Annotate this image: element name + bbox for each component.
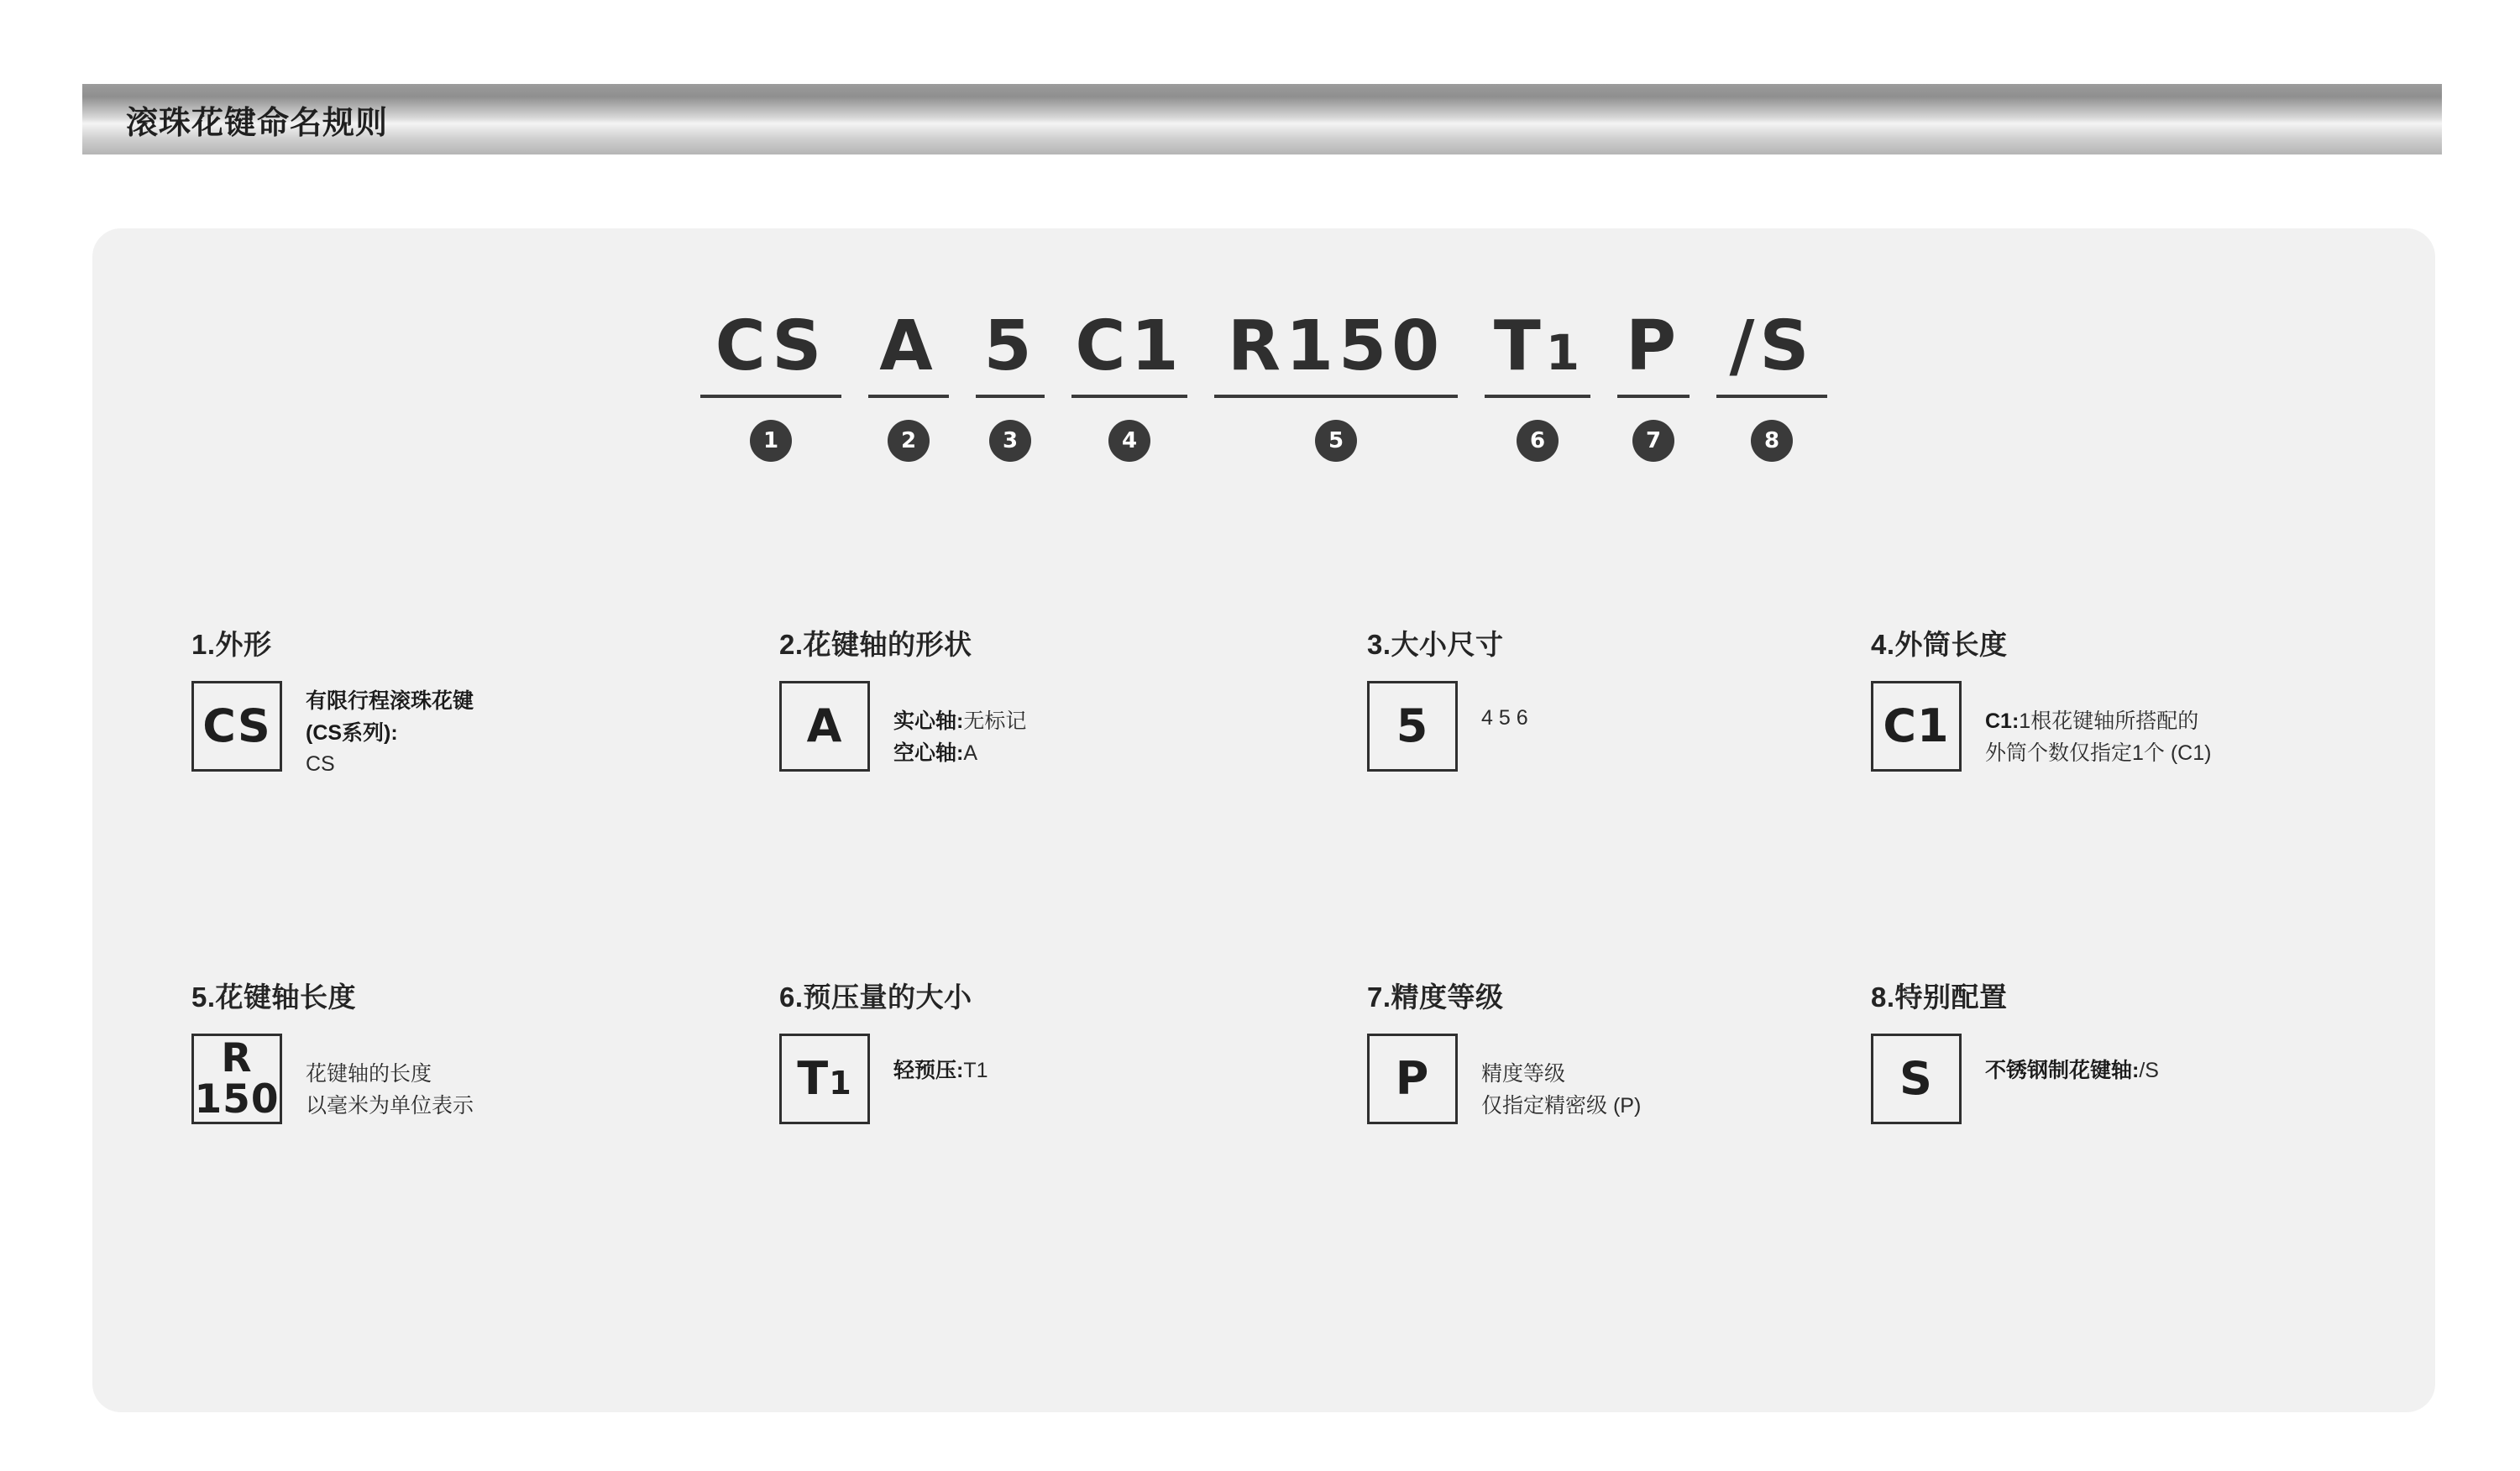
legend-item-4-line-1-rest: 1根花键轴所搭配的 xyxy=(2019,709,2199,733)
legend-item-1-line-2-bold: (CS系列): xyxy=(306,720,398,745)
legend-item-8-body xyxy=(1871,1034,2375,1124)
model-code-row xyxy=(92,306,2435,462)
legend-item-1-line-1 xyxy=(306,686,474,718)
legend-item-5-body xyxy=(191,1034,779,1124)
legend-item-1-line-2 xyxy=(306,718,474,750)
code-segment-4 xyxy=(1071,306,1187,462)
code-segment-3 xyxy=(976,306,1045,462)
legend-item-5-line-2: 以毫米为单位表示 xyxy=(306,1093,474,1118)
code-segment-8-badge: 8 xyxy=(1751,420,1793,462)
legend-item-7-description xyxy=(1481,1034,1641,1122)
legend-item-6-line-1-bold: 轻预压: xyxy=(893,1059,964,1082)
legend-item-7-code-box xyxy=(1367,1034,1458,1124)
code-segment-6-badge: 6 xyxy=(1517,420,1559,462)
legend-item-8-line-1 xyxy=(1985,1055,2159,1087)
legend-item-2-line-1 xyxy=(893,706,1026,738)
code-segment-4-text: C1 xyxy=(1075,306,1184,386)
legend-item-2-heading: 2.花键轴的形状 xyxy=(779,629,972,660)
legend-item-4-code-box xyxy=(1871,681,1962,772)
legend-item-5-line-1: 花键轴的长度 xyxy=(306,1062,432,1086)
legend-item-4-body xyxy=(1871,681,2375,772)
code-segment-3-text: 5 xyxy=(983,306,1037,386)
legend-item-6-code xyxy=(797,1052,852,1105)
legend-item-2 xyxy=(779,623,1367,976)
code-segment-2-underline xyxy=(868,395,949,398)
legend-item-2-code: A xyxy=(806,699,843,752)
legend-item-8-description xyxy=(1985,1034,2159,1087)
legend-item-4-line-1-bold: C1: xyxy=(1985,709,2020,733)
legend-item-1-body xyxy=(191,681,779,781)
legend-item-8-code: S xyxy=(1899,1052,1933,1105)
legend-item-8-line-1-bold: 不锈钢制花键轴: xyxy=(1985,1059,2140,1082)
legend-item-4-line-1 xyxy=(1985,706,2211,738)
legend-item-4-description xyxy=(1985,681,2211,769)
legend-item-3-description xyxy=(1481,681,1528,735)
legend-item-6 xyxy=(779,976,1367,1328)
legend-item-7-body xyxy=(1367,1034,1871,1124)
code-segment-1-underline xyxy=(700,395,841,398)
legend-grid xyxy=(191,623,2375,1328)
legend-item-5-heading: 5.花键轴长度 xyxy=(191,982,357,1013)
legend-item-2-body xyxy=(779,681,1367,772)
code-segment-3-underline xyxy=(976,395,1045,398)
legend-item-1-heading: 1.外形 xyxy=(191,629,272,660)
legend-item-1-line-3: CS xyxy=(306,752,335,776)
legend-item-4-code: C1 xyxy=(1883,699,1950,752)
code-segment-7-badge: 7 xyxy=(1632,420,1674,462)
code-segment-1-badge: 1 xyxy=(750,420,792,462)
legend-item-3-body xyxy=(1367,681,1871,772)
legend-item-2-code-box xyxy=(779,681,870,772)
code-segment-5-badge: 5 xyxy=(1315,420,1357,462)
code-segment-6-underline xyxy=(1485,395,1590,398)
code-segment-2 xyxy=(868,306,949,462)
legend-item-2-line-1-rest: 无标记 xyxy=(963,709,1027,733)
section-title-bar xyxy=(82,84,2442,154)
legend-item-6-body xyxy=(779,1034,1367,1124)
code-segment-7-underline xyxy=(1617,395,1690,398)
legend-item-7-code: P xyxy=(1395,1052,1430,1105)
legend-item-2-line-1-bold: 实心轴: xyxy=(893,709,964,733)
legend-item-5-description xyxy=(306,1034,474,1122)
legend-item-7-heading: 7.精度等级 xyxy=(1367,982,1504,1013)
legend-item-2-line-2-bold: 空心轴: xyxy=(893,741,964,765)
legend-item-7-line-2: 仅指定精密级 (P) xyxy=(1481,1093,1642,1118)
code-segment-2-badge: 2 xyxy=(888,420,930,462)
legend-item-4 xyxy=(1871,623,2375,976)
legend-item-1-line-1-bold: 有限行程滚珠花键 xyxy=(306,689,474,713)
code-segment-8-underline xyxy=(1716,395,1827,398)
page-title: 滚珠花键命名规则 xyxy=(126,105,389,141)
legend-item-6-code-main: T xyxy=(797,1052,830,1105)
legend-item-6-code-sub: 1 xyxy=(829,1065,852,1102)
code-segment-4-underline xyxy=(1071,395,1187,398)
legend-item-3-code-box xyxy=(1367,681,1458,772)
code-segment-3-badge: 3 xyxy=(989,420,1031,462)
legend-item-2-line-2 xyxy=(893,738,1026,770)
legend-item-3-code: 5 xyxy=(1396,699,1429,752)
legend-item-5-code: R 150 xyxy=(194,1034,280,1123)
legend-item-3-line-1: 4 5 6 xyxy=(1481,706,1528,730)
code-segment-6 xyxy=(1485,306,1590,462)
code-segment-5-text: R150 xyxy=(1227,306,1445,386)
code-segment-8-text: /S xyxy=(1729,306,1815,386)
legend-item-6-heading: 6.预压量的大小 xyxy=(779,982,972,1013)
code-segment-4-badge: 4 xyxy=(1108,420,1150,462)
legend-item-2-line-2-rest: A xyxy=(963,741,978,765)
legend-item-6-code-box xyxy=(779,1034,870,1124)
code-segment-8 xyxy=(1716,306,1827,462)
legend-item-1-code-box xyxy=(191,681,282,772)
legend-item-6-line-1 xyxy=(893,1055,988,1087)
code-segment-6-main: T xyxy=(1493,306,1546,386)
legend-item-7 xyxy=(1367,976,1871,1328)
code-segment-2-text: A xyxy=(879,306,938,386)
legend-item-1 xyxy=(191,623,779,976)
legend-item-5 xyxy=(191,976,779,1328)
code-segment-5-underline xyxy=(1214,395,1458,398)
legend-item-1-code: CS xyxy=(202,699,271,752)
code-segment-6-sub: 1 xyxy=(1545,324,1582,381)
naming-rule-panel xyxy=(92,228,2435,1412)
legend-item-3-heading: 3.大小尺寸 xyxy=(1367,629,1504,660)
code-segment-1-text: CS xyxy=(715,306,827,386)
legend-item-1-description xyxy=(306,681,474,781)
legend-item-8-code-box xyxy=(1871,1034,1962,1124)
code-segment-7 xyxy=(1617,306,1690,462)
legend-item-3 xyxy=(1367,623,1871,976)
legend-item-2-description xyxy=(893,681,1026,769)
legend-item-8 xyxy=(1871,976,2375,1328)
code-segment-6-text xyxy=(1485,306,1590,395)
legend-item-5-code-box xyxy=(191,1034,282,1124)
legend-item-7-line-1: 精度等级 xyxy=(1481,1062,1566,1086)
legend-item-6-line-1-rest: T1 xyxy=(963,1059,988,1082)
legend-item-8-line-1-rest: /S xyxy=(2139,1059,2159,1082)
legend-item-8-heading: 8.特别配置 xyxy=(1871,982,2008,1013)
code-segment-5 xyxy=(1214,306,1458,462)
legend-item-4-line-2: 外筒个数仅指定1个 (C1) xyxy=(1985,741,2212,765)
code-segment-1 xyxy=(700,306,841,462)
legend-item-4-heading: 4.外筒长度 xyxy=(1871,629,2008,660)
legend-item-6-description xyxy=(893,1034,988,1087)
code-segment-7-text: P xyxy=(1625,306,1682,386)
